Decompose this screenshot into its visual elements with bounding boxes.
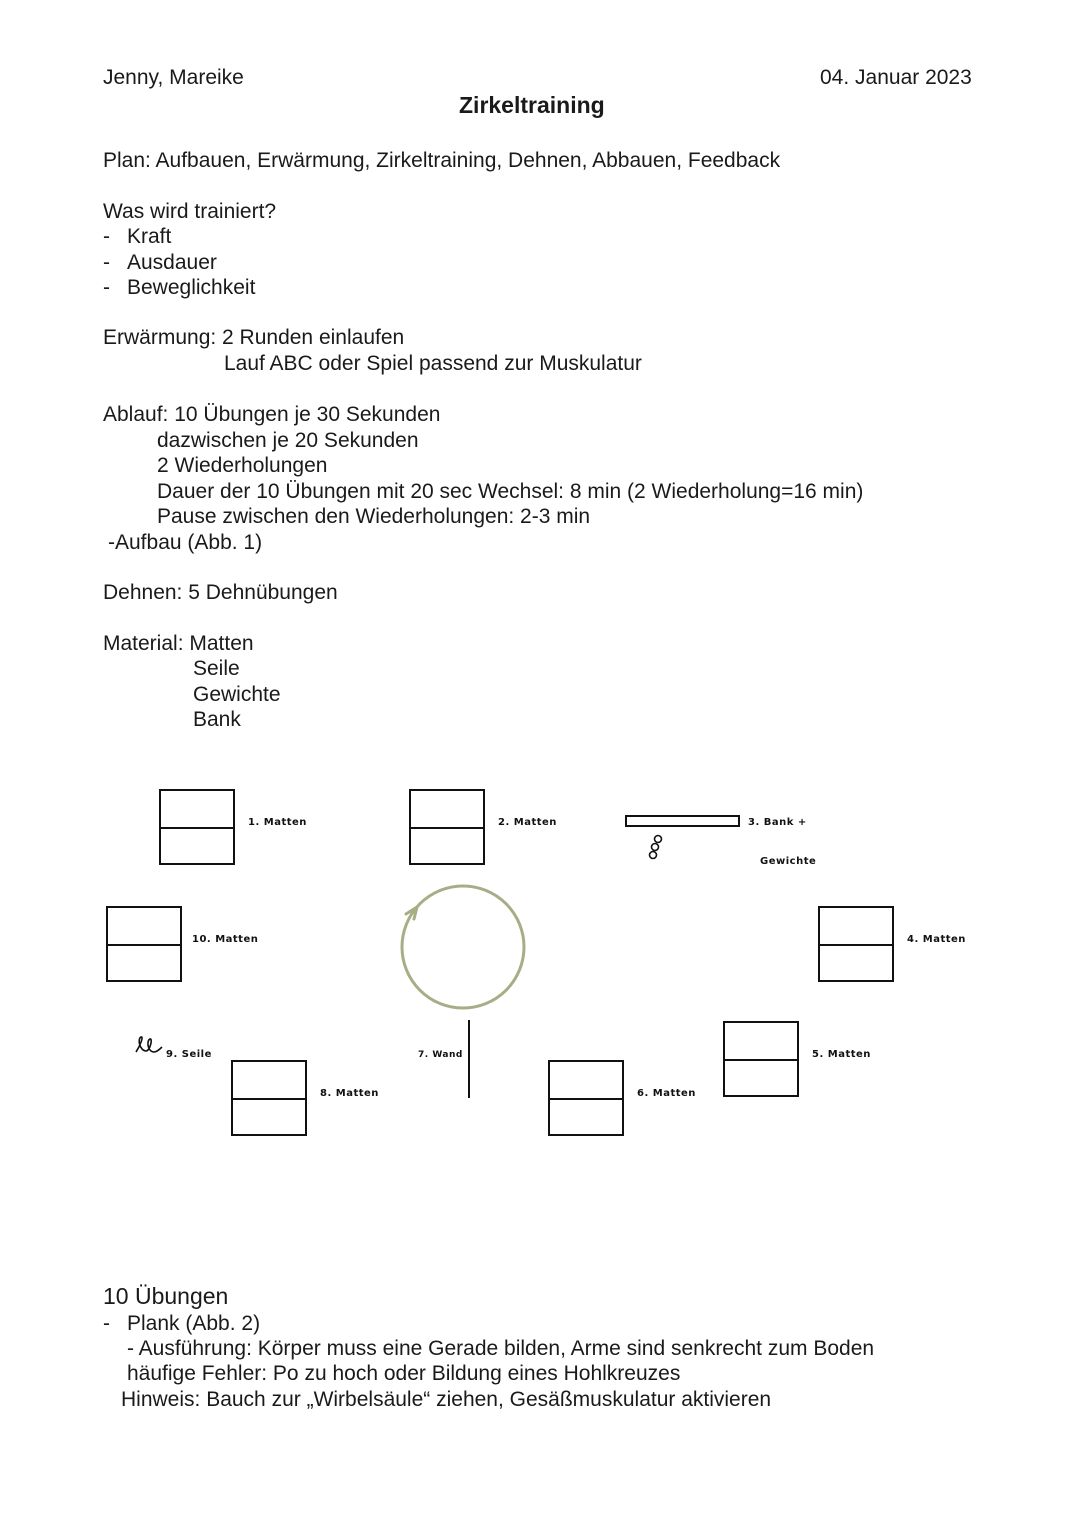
- list-item: - Ausdauer: [103, 251, 217, 274]
- page-title: Zirkeltraining: [459, 92, 605, 118]
- material-item: Gewichte: [193, 683, 281, 706]
- warmup-line: Lauf ABC oder Spiel passend zur Muskulatur: [224, 352, 642, 375]
- rope-icon: [134, 1034, 164, 1056]
- mat-shape: [548, 1060, 624, 1136]
- material-item: Seile: [193, 657, 240, 680]
- rotation-arrow-icon: [396, 880, 532, 1014]
- station-label: 4. Matten: [907, 934, 966, 945]
- list-item: - Beweglichkeit: [103, 276, 256, 299]
- authors: Jenny, Mareike: [103, 66, 244, 89]
- station-label: 6. Matten: [637, 1088, 696, 1099]
- procedure-line: dazwischen je 20 Sekunden: [157, 429, 419, 452]
- station-label: 10. Matten: [192, 934, 259, 945]
- station-label: Gewichte: [760, 856, 817, 867]
- plan-line: Plan: Aufbauen, Erwärmung, Zirkeltraining, Dehnen, Abbauen, Feedback: [103, 149, 781, 172]
- exercise-detail: häufige Fehler: Po zu hoch oder Bildung eines Hohlkreuzes: [127, 1362, 681, 1385]
- mat-shape: [231, 1060, 307, 1136]
- list-item: - Kraft: [103, 225, 172, 248]
- station-label: 8. Matten: [320, 1088, 379, 1099]
- station-label: 9. Seile: [166, 1049, 212, 1060]
- list-item-text: Ausdauer: [127, 251, 217, 274]
- procedure-line: -Aufbau (Abb. 1): [108, 531, 263, 554]
- mat-shape: [106, 906, 182, 982]
- station-label: 2. Matten: [498, 817, 557, 828]
- mat-shape: [159, 789, 235, 865]
- exercise-detail: - Ausführung: Körper muss eine Gerade bilden, Arme sind senkrecht zum Boden: [127, 1337, 875, 1360]
- weights-icon: [645, 834, 667, 860]
- procedure-line: Dauer der 10 Übungen mit 20 sec Wechsel: 8 min (2 Wiederholung=16 min): [157, 480, 864, 503]
- section-heading: 10 Übungen: [103, 1283, 229, 1309]
- station-label: 1. Matten: [248, 817, 307, 828]
- mat-shape: [723, 1021, 799, 1097]
- list-item-text: Beweglichkeit: [127, 276, 256, 299]
- procedure-line: Pause zwischen den Wiederholungen: 2-3 min: [157, 505, 591, 528]
- mat-shape: [818, 906, 894, 982]
- exercise-detail: Hinweis: Bauch zur „Wirbelsäule“ ziehen, Gesäßmuskulatur aktivieren: [121, 1388, 772, 1411]
- stretching-line: Dehnen: 5 Dehnübungen: [103, 581, 338, 604]
- list-item-text: Kraft: [127, 225, 172, 248]
- mat-shape: [409, 789, 485, 865]
- training-question: Was wird trainiert?: [103, 200, 277, 223]
- procedure-line: 2 Wiederholungen: [157, 454, 328, 477]
- wall-line: [468, 1020, 470, 1098]
- station-label: 5. Matten: [812, 1049, 871, 1060]
- material-label: Material: Matten: [103, 632, 254, 655]
- warmup-line: Erwärmung: 2 Runden einlaufen: [103, 326, 405, 349]
- station-label: 3. Bank +: [748, 817, 807, 828]
- date: 04. Januar 2023: [820, 66, 972, 89]
- bench-shape: [625, 815, 740, 827]
- station-label: 7. Wand: [418, 1050, 463, 1060]
- procedure-line: Ablauf: 10 Übungen je 30 Sekunden: [103, 403, 441, 426]
- list-item-text: Plank (Abb. 2): [127, 1312, 261, 1335]
- list-item: - Plank (Abb. 2): [103, 1312, 261, 1335]
- material-item: Bank: [193, 708, 241, 731]
